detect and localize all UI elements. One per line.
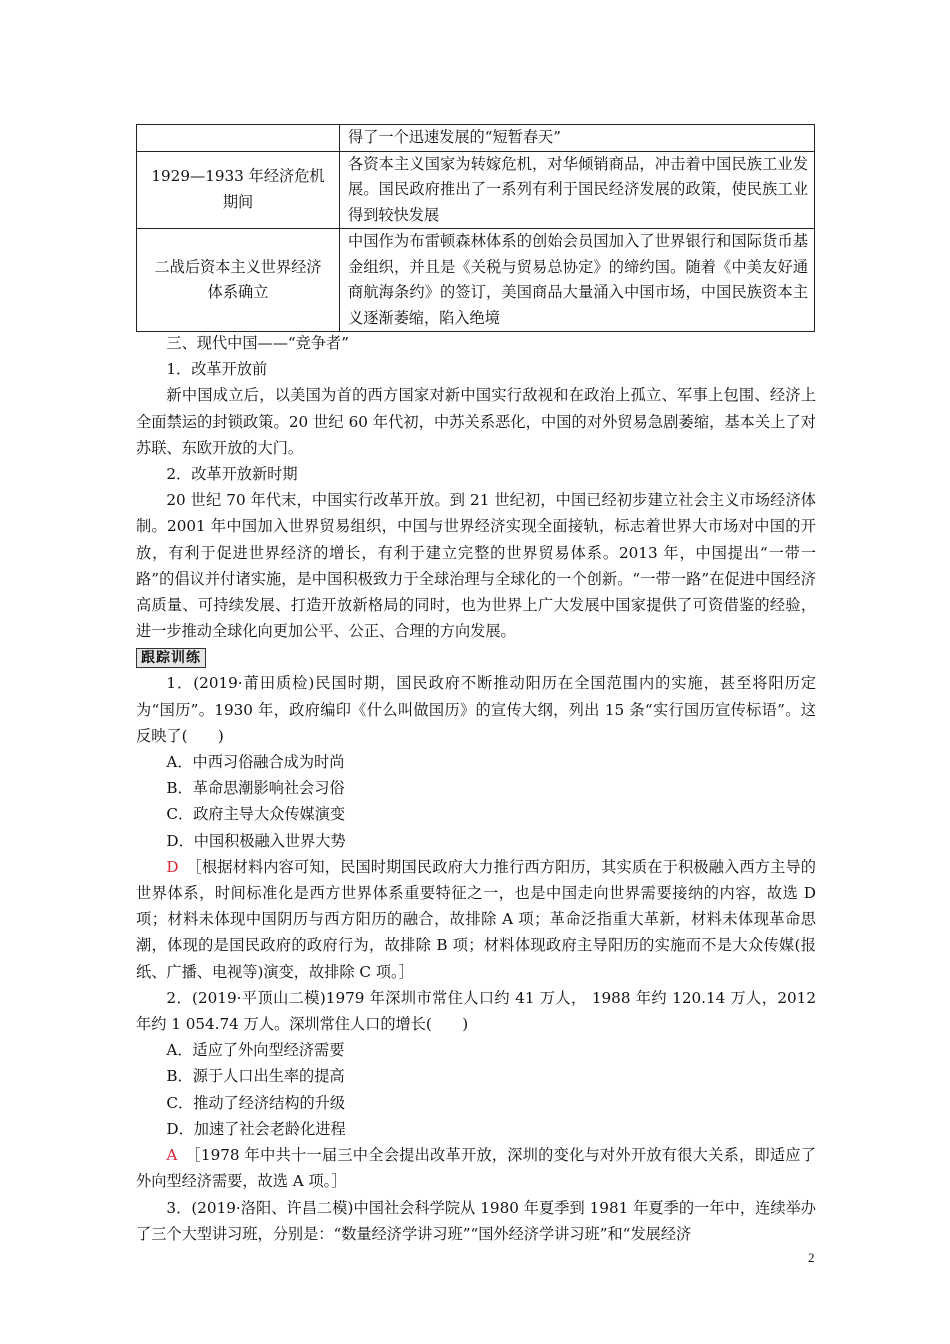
- description-cell: 中国作为布雷顿森林体系的创始会员国加入了世界银行和国际货币基金组织，并且是《关税与贸易总协定》的缔约国。随着《中美友好通商航海条约》的签订，美国商品大量涌入中国市场，中国民族资本主义逐渐萎缩，陷入绝境: [340, 229, 815, 332]
- question-1-stem: 1．(2019·莆田质检)民国时期，国民政府不断推动阳历在全国范围内的实施，甚至将阳历定为“国历”。1930 年，政府编印《什么叫做国历》的宣传大纲，列出 15 条“实行国历宣传标语”。这反映了( ): [136, 674, 816, 745]
- period-cell: [137, 125, 340, 152]
- question-1-option-c: C．政府主导大众传媒演变: [166, 805, 346, 824]
- subheading-reform-era: 2．改革开放新时期: [166, 465, 298, 484]
- question-1-explain-text: ［根据材料内容可知，民国时期国民政府大力推行西方阳历，其实质在于积极融入西方主导的世界体系，时间标准化是西方世界体系重要特征之一，也是中国走向世界需要接纳的内容，故选 D 项；材料未体现中国阴历与西方阳历的融合，故排除 A 项；革命泛指重大革新，材料未体现革命思潮，体现的是国民政府的政府行为，故排除 B 项；材料体现政府主导阳历的实施而不是大众传媒(报纸、广播、电视等)演变，故排除 C 项。］: [136, 857, 816, 981]
- question-1-option-a: A．中西习俗融合成为时尚: [166, 753, 345, 772]
- paragraph-before-reform: 新中国成立后，以美国为首的西方国家对新中国实行敌视和在政治上孤立、军事上包围、经济上全面禁运的封锁政策。20 世纪 60 年代初，中苏关系恶化，中国的对外贸易急剧萎缩，基本关上了对苏联、东欧开放的大门。: [136, 386, 816, 457]
- question-3-stem: 3．(2019·洛阳、许昌二模)中国社会科学院从 1980 年夏季到 1981 年夏季的一年中，连续举办了三个大型讲习班，分别是：“数量经济学讲习班”“国外经济学讲习班”和“发展经济: [136, 1198, 816, 1243]
- question-1-answer: D: [166, 857, 179, 876]
- question-2-option-b: B．源于人口出生率的提高: [166, 1067, 345, 1086]
- training-badge: 跟踪训练: [136, 648, 206, 668]
- table-row: [137, 229, 815, 332]
- question-2-explanation: [136, 1142, 816, 1194]
- subheading-before-reform: 1．改革开放前: [166, 360, 268, 379]
- history-table: [136, 124, 815, 332]
- question-2-option-d: D．加速了社会老龄化进程: [166, 1119, 346, 1138]
- question-2-option-c: C．推动了经济结构的升级: [166, 1093, 346, 1112]
- period-cell: 二战后资本主义世界经济体系确立: [137, 229, 340, 332]
- table-row: [137, 151, 815, 229]
- question-1-explanation: [136, 854, 816, 985]
- page-number: 2: [808, 1250, 815, 1265]
- section-heading: 三、现代中国——“竞争者”: [166, 334, 349, 352]
- description-cell: 各资本主义国家为转嫁危机，对华倾销商品，冲击着中国民族工业发展。国民政府推出了一系列有利于国民经济发展的政策，使民族工业得到较快发展: [340, 151, 815, 229]
- paragraph-reform-era: 20 世纪 70 年代末，中国实行改革开放。到 21 世纪初，中国已经初步建立社会主义市场经济体制。2001 年中国加入世界贸易组织，中国与世界经济实现全面接轨，标志着世界大市场对中国的开放，有利于促进世界经济的增长，有利于建立完整的世界贸易体系。2013 年，中国提出“一带一路”的倡议并付诸实施，是中国积极致力于全球治理与全球化的一个创新。“一带一路”在促进中国经济高质量、可持续发展、打造开放新格局的同时，也为世界上广大发展中国家提供了可资借鉴的经验，进一步推动全球化向更加公平、公正、合理的方向发展。: [136, 491, 816, 641]
- table-row: [137, 125, 815, 152]
- question-2-option-a: A．适应了外向型经济需要: [166, 1041, 345, 1060]
- description-cell: 得了一个迅速发展的“短暂春天”: [340, 125, 815, 152]
- training-badge-wrap: [136, 644, 816, 670]
- question-1-option-d: D．中国积极融入世界大势: [166, 831, 346, 850]
- question-2-explain-text: ［1978 年中共十一届三中全会提出改革开放，深圳的变化与对外开放有很大关系，即适应了外向型经济需要，故选 A 项。］: [136, 1146, 816, 1191]
- question-1-option-b: B．革命思潮影响社会习俗: [166, 779, 345, 798]
- period-cell: 1929—1933 年经济危机期间: [137, 151, 340, 229]
- question-2-answer: A: [166, 1146, 178, 1165]
- question-2-stem: 2．(2019·平顶山二模)1979 年深圳市常住人口约 41 万人， 1988 年约 120.14 万人，2012 年约 1 054.74 万人。深圳常住人口的增长( ): [136, 988, 816, 1034]
- section-modern-china: [136, 330, 816, 1247]
